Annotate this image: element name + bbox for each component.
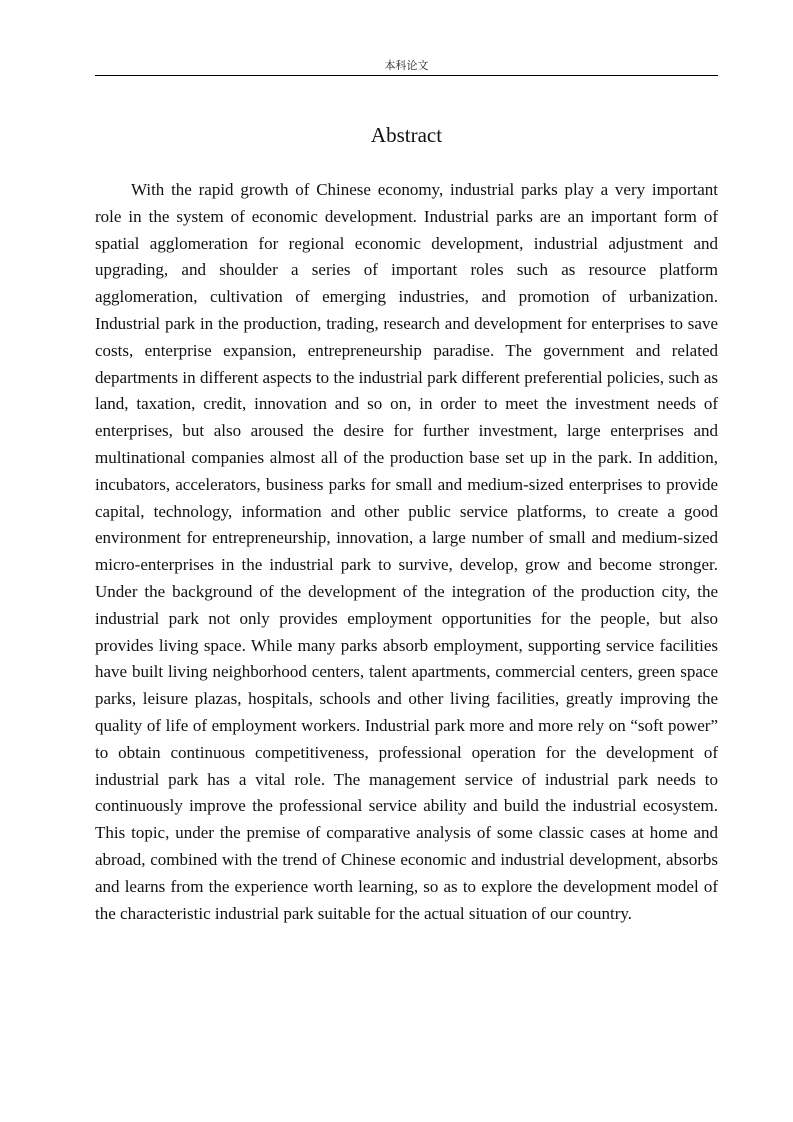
abstract-title: Abstract <box>370 123 443 147</box>
header-text: 本科论文 <box>384 59 429 72</box>
page-header <box>95 56 718 76</box>
abstract-body: With the rapid growth of Chinese economy, industrial parks play a very important role in the system of economic development. Industrial parks are an important form of spatial agglomeration for regional economic development, industrial adjustment and upgrading, and shoulder a series of important roles such as resource platform agglomeration, cultivation of emerging industries, and promotion of urbanization. Industrial park in the production, trading, research and development for enterprises to save costs, enterprise expansion, entrepreneurship paradise. The government and related departments in different aspects to the industrial park different preferential policies, such as land, taxation, credit, innovation and so on, in order to meet the investment needs of enterprises, but also aroused the desire for further investment, large enterprises and multinational companies almost all of the production base set up in the park. In addition, incubators, accelerators, business parks for small and medium-sized enterprises to provide capital, technology, information and other public service platforms, to create a good environment for entrepreneurship, innovation, a large number of small and medium-sized micro-enterprises in the industrial park to survive, develop, grow and become stronger. Under the background of the development of the integration of the production city, the industrial park not only provides employment opportunities for the people, but also provides living space. While many parks absorb employment, supporting service facilities have built living neighborhood centers, talent apartments, commercial centers, green space parks, leisure plazas, hospitals, schools and other living facilities, greatly improving the quality of life of employment workers. Industrial park more and more rely on “soft power” to obtain continuous competitiveness, professional operation for the development of industrial park has a vital role. The management service of industrial park needs to continuously improve the professional service ability and build the industrial ecosystem. This topic, under the premise of comparative analysis of some classic cases at home and abroad, combined with the trend of Chinese economic and industrial development, absorbs and learns from the experience worth learning, so as to explore the development model of the characteristic industrial park suitable for the actual situation of our country. <box>95 180 718 923</box>
